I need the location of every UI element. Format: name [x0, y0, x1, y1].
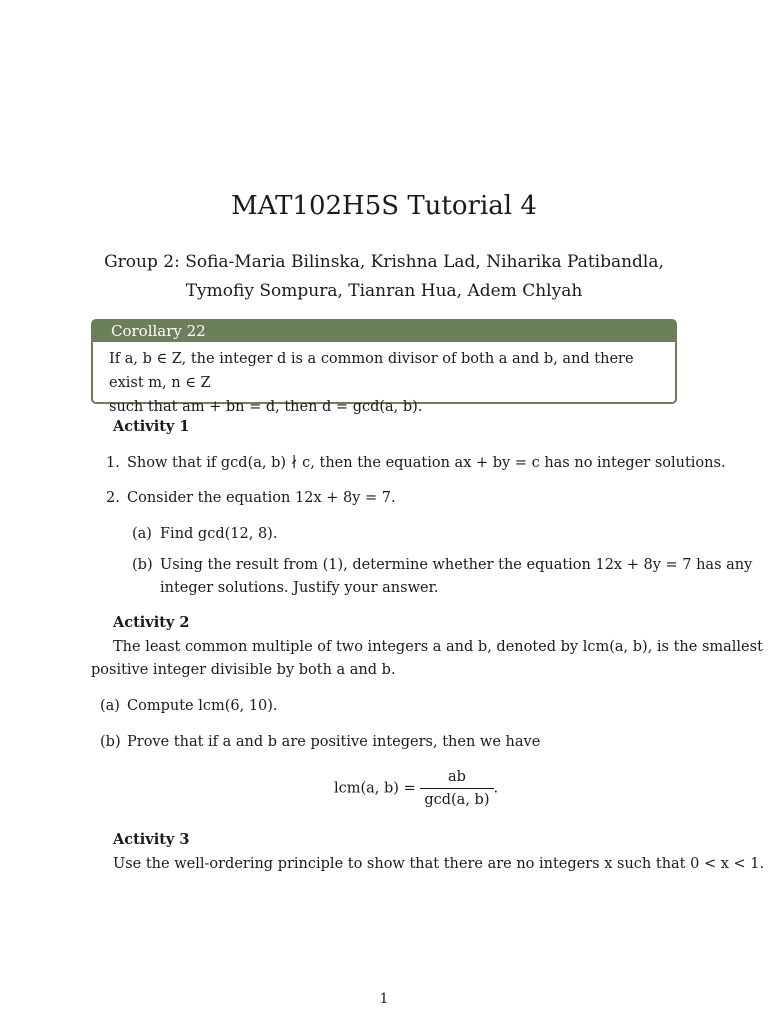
activity-2-a-text: Compute lcm(6, 10). — [127, 698, 278, 714]
activity-2-b-label: (b) — [100, 734, 121, 750]
activity-2-paragraph-line-1: The least common multiple of two integers a and b, denoted by lcm(a, b), is the smallest — [113, 639, 763, 655]
author-line-2: Tymofiy Sompura, Tianran Hua, Adem Chlyah — [185, 281, 583, 301]
lcm-formula — [334, 766, 498, 811]
activity-3-heading: Activity 3 — [113, 831, 190, 848]
activity-2-a-label: (a) — [100, 698, 120, 714]
corollary-line-2: such that am + bn = d, then d = gcd(a, b). — [109, 399, 423, 415]
author-line-1: Group 2: Sofia-Maria Bilinska, Krishna Lad, Niharika Patibandla, — [104, 252, 664, 272]
formula-fraction — [420, 766, 493, 811]
activity-2-heading: Activity 2 — [113, 614, 190, 631]
formula-denominator: gcd(a, b) — [424, 792, 490, 808]
corollary-heading: Corollary 22 — [93, 321, 675, 342]
activity-1-item-1-text: Show that if gcd(a, b) ∤ c, then the equation ax + by = c has no integer solutions. — [127, 455, 726, 471]
activity-1-item-1-number: 1. — [106, 455, 120, 471]
corollary-body — [93, 342, 675, 419]
page-number: 1 — [379, 991, 389, 1007]
activity-1-item-2-text: Consider the equation 12x + 8y = 7. — [127, 490, 396, 506]
activity-2-paragraph-line-2: positive integer divisible by both a and b. — [91, 662, 396, 678]
formula-lhs: lcm(a, b) = — [334, 780, 416, 797]
activity-1-item-2-number: 2. — [106, 490, 120, 506]
activity-3-text: Use the well-ordering principle to show that there are no integers x such that 0 < x < 1. — [113, 856, 765, 872]
corollary-box — [91, 319, 677, 415]
activity-1-sub-b-line-2: integer solutions. Justify your answer. — [160, 580, 439, 596]
formula-numerator: ab — [420, 766, 493, 789]
formula-period: . — [493, 780, 499, 797]
author-list — [100, 248, 668, 306]
activity-1-sub-b-label: (b) — [132, 557, 153, 573]
activity-1-sub-b-line-1: Using the result from (1), determine whether the equation 12x + 8y = 7 has any — [160, 557, 753, 573]
activity-1-sub-a-label: (a) — [132, 526, 152, 542]
document-title: MAT102H5S Tutorial 4 — [231, 191, 537, 221]
corollary-line-1: If a, b ∈ Z, the integer d is a common divisor of both a and b, and there exist m, n ∈ Z — [109, 351, 634, 391]
activity-1-heading: Activity 1 — [113, 418, 190, 435]
activity-1-sub-a-text: Find gcd(12, 8). — [160, 526, 278, 542]
activity-2-b-text: Prove that if a and b are positive integers, then we have — [127, 734, 541, 750]
